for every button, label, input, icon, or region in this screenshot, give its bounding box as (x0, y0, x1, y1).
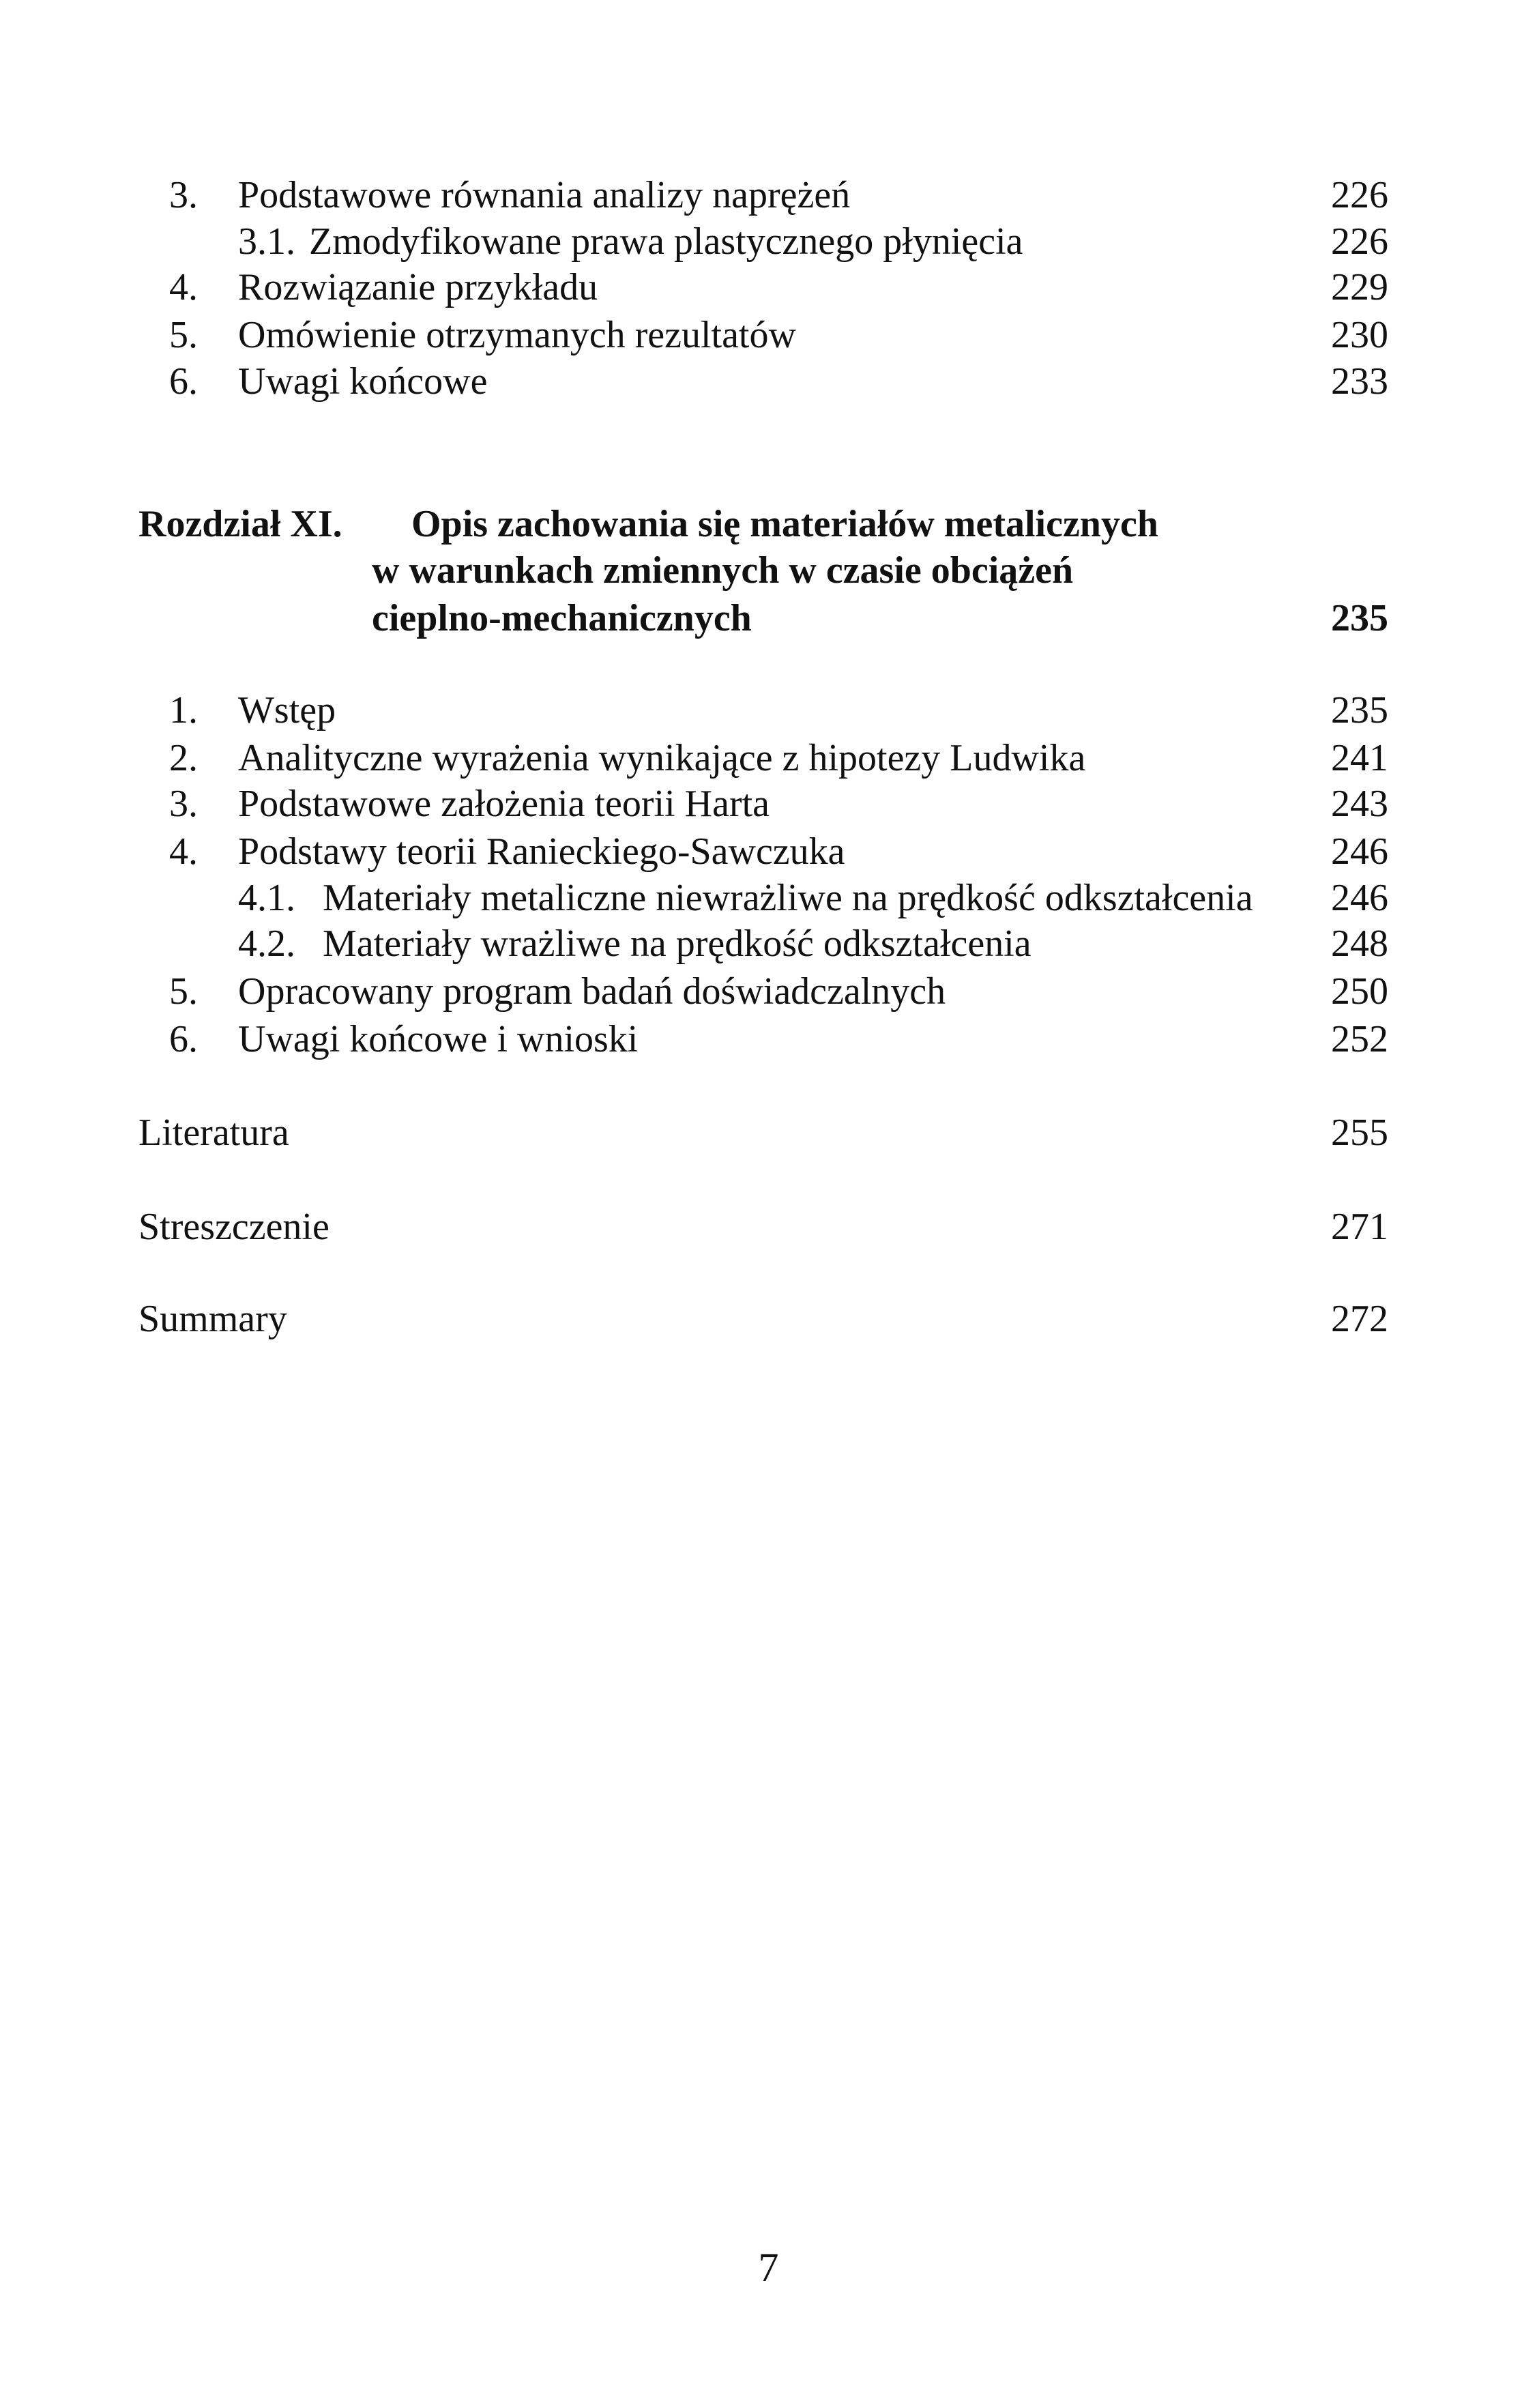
entry-title: Streszczenie (138, 1206, 330, 1248)
entry-page: 241 (1331, 737, 1388, 779)
entry-title: Opracowany program badań doświadczalnych (238, 970, 946, 1013)
entry-number: 5. (169, 314, 198, 356)
entry-page: 230 (1331, 314, 1388, 356)
entry-number: 4. (169, 830, 198, 873)
toc-entry (0, 311, 1537, 359)
toc-entry (0, 263, 1537, 311)
entry-page: 246 (1331, 830, 1388, 873)
toc-entry (0, 358, 1537, 405)
entry-number: 3. (169, 174, 198, 216)
chapter-title-line: cieplno-mechanicznych (372, 597, 752, 639)
toc-subentry (0, 874, 1537, 922)
entry-page: 226 (1331, 220, 1388, 263)
entry-page: 272 (1331, 1298, 1388, 1340)
toc-entry (0, 968, 1537, 1015)
entry-page: 246 (1331, 877, 1388, 919)
entry-page: 235 (1331, 689, 1388, 731)
entry-page: 243 (1331, 783, 1388, 825)
entry-title: Podstawowe równania analizy naprężeń (238, 174, 851, 216)
chapter-heading (0, 500, 1537, 548)
entry-page: 255 (1331, 1112, 1388, 1154)
entry-title: Summary (138, 1298, 287, 1340)
entry-title: Uwagi końcowe i wnioski (238, 1018, 639, 1060)
toc-backmatter-literatura (0, 1109, 1537, 1157)
toc-entry (0, 828, 1537, 875)
chapter-label: Rozdział XI. (138, 503, 342, 545)
entry-page: 226 (1331, 174, 1388, 216)
entry-title: Podstawy teorii Ranieckiego-Sawczuka (238, 830, 845, 873)
toc-entry (0, 171, 1537, 219)
entry-title: Materiały metaliczne niewrażliwe na prędkość odkształcenia (323, 877, 1253, 919)
entry-number: 3.1. (238, 220, 295, 263)
chapter-title-line: w warunkach zmiennych w czasie obciążeń (372, 549, 1074, 592)
entry-title: Podstawowe założenia teorii Harta (238, 783, 770, 825)
chapter-title-line: Opis zachowania się materiałów metalicznych (411, 503, 1158, 545)
entry-title: Analityczne wyrażenia wynikające z hipotezy Ludwika (238, 737, 1086, 779)
entry-number: 4.1. (238, 877, 295, 919)
chapter-heading-line (0, 594, 1537, 642)
entry-title: Omówienie otrzymanych rezultatów (238, 314, 796, 356)
toc-subentry (0, 218, 1537, 265)
toc-entry (0, 734, 1537, 782)
toc-entry (0, 686, 1537, 734)
entry-title: Zmodyfikowane prawa plastycznego płynięcia (309, 220, 1023, 263)
toc-backmatter-streszczenie (0, 1203, 1537, 1251)
entry-number: 4. (169, 266, 198, 308)
toc-subentry (0, 920, 1537, 968)
entry-title: Materiały wrażliwe na prędkość odkształcenia (323, 923, 1031, 965)
entry-number: 4.2. (238, 923, 295, 965)
entry-page: 271 (1331, 1206, 1388, 1248)
entry-page: 252 (1331, 1018, 1388, 1060)
entry-number: 6. (169, 360, 198, 403)
entry-title: Literatura (138, 1112, 289, 1154)
entry-number: 2. (169, 737, 198, 779)
toc-entry (0, 1015, 1537, 1063)
entry-title: Wstęp (238, 689, 336, 731)
chapter-page: 235 (1331, 597, 1388, 639)
entry-number: 1. (169, 689, 198, 731)
entry-number: 6. (169, 1018, 198, 1060)
entry-title: Uwagi końcowe (238, 360, 488, 403)
entry-title: Rozwiązanie przykładu (238, 266, 598, 308)
toc-entry (0, 780, 1537, 828)
entry-page: 250 (1331, 970, 1388, 1013)
chapter-heading-line (0, 547, 1537, 594)
entry-page: 233 (1331, 360, 1388, 403)
toc-backmatter-summary (0, 1295, 1537, 1343)
page-number: 7 (758, 2245, 779, 2290)
entry-page: 229 (1331, 266, 1388, 308)
entry-number: 3. (169, 783, 198, 825)
entry-number: 5. (169, 970, 198, 1013)
entry-page: 248 (1331, 923, 1388, 965)
